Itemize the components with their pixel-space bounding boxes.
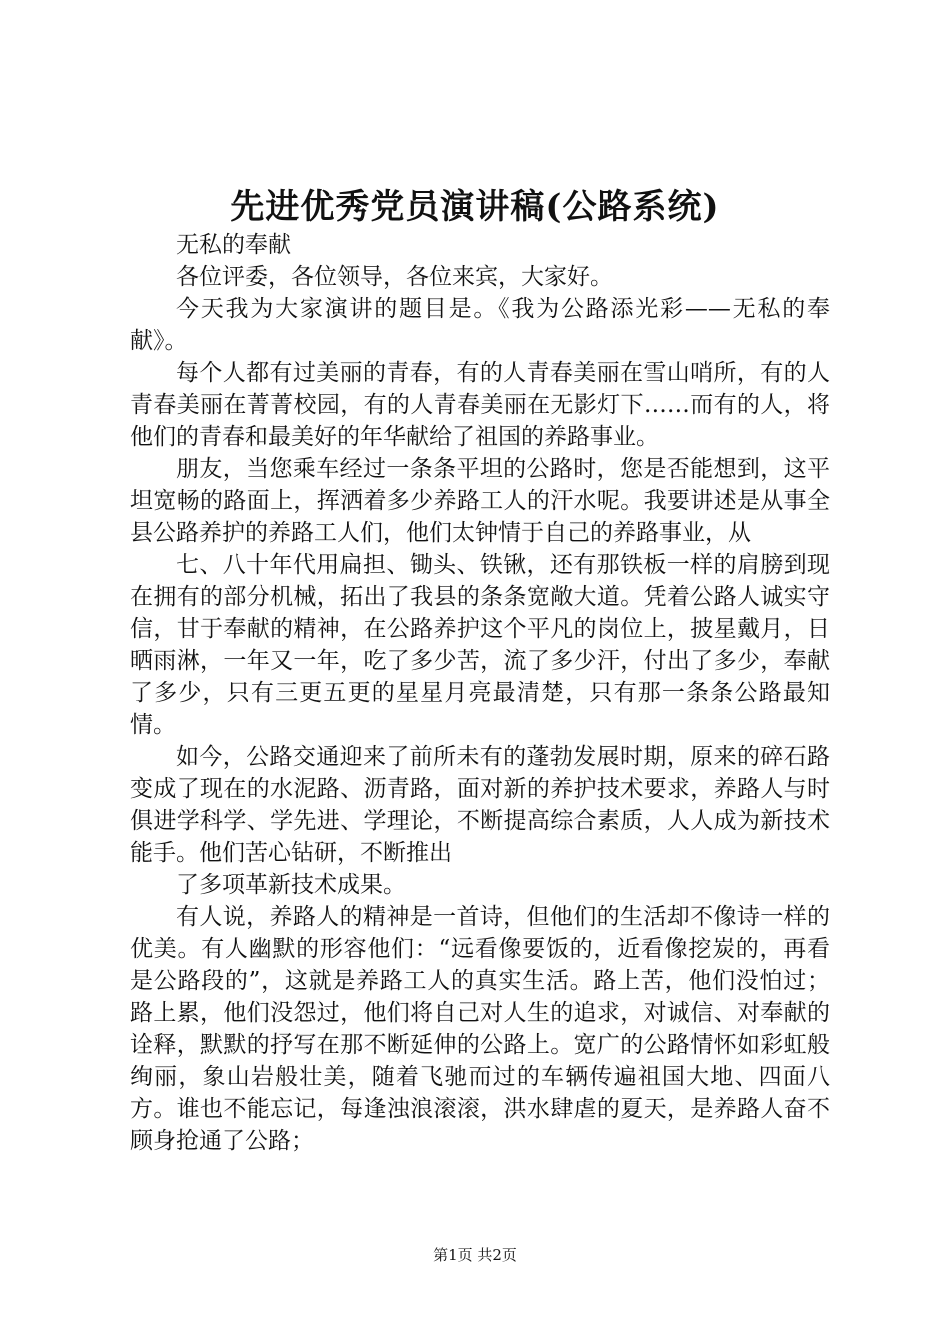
page-number: 第1页 共2页 <box>433 1246 517 1264</box>
paragraph: 如今，公路交通迎来了前所未有的蓬勃发展时期，原来的碎石路变成了现在的水泥路、沥青路，面对新的养护技术要求，养路人与时俱进学科学、学先进、学理论，不断提高综合素质，人人成为新技术能手。他们苦心钻研，不断推出 <box>130 744 830 866</box>
paragraph-topic: 今天我为大家演讲的题目是。《我为公路添光彩——无私的奉献》。 <box>130 296 830 354</box>
paragraph: 每个人都有过美丽的青春，有的人青春美丽在雪山哨所，有的人青春美丽在菁菁校园，有的人青春美丽在无影灯下……而有的人，将他们的青春和最美好的年华献给了祖国的养路事业。 <box>130 360 830 450</box>
document-title: 先进优秀党员演讲稿(公路系统) <box>230 187 720 227</box>
page-footer <box>0 1244 950 1266</box>
paragraph: 朋友，当您乘车经过一条条平坦的公路时，您是否能想到，这平坦宽畅的路面上，挥洒着多少养路工人的汗水呢。我要讲述是从事全县公路养护的养路工人们，他们太钟情于自己的养路事业，从 <box>130 456 830 546</box>
paragraph-subtitle: 无私的奉献 <box>176 232 291 258</box>
document-body <box>130 229 830 1157</box>
paragraph-greeting: 各位评委，各位领导，各位来宾，大家好。 <box>176 264 613 290</box>
paragraph: 有人说，养路人的精神是一首诗，但他们的生活却不像诗一样的优美。有人幽默的形容他们：“远看像要饭的，近看像挖炭的，再看是公路段的”，这就是养路工人的真实生活。路上苦，他们没怕过；路上累，他们没怨过，他们将自己对人生的追求，对诚信、对奉献的诠释，默默的抒写在那不断延伸的公路上。宽广的公路情怀如彩虹般绚丽，象山岩般壮美，随着飞驰而过的车辆传遍祖国大地、四面八方。谁也不能忘记，每逢浊浪滚滚，洪水肆虐的夏天，是养路人奋不顾身抢通了公路； <box>130 904 830 1154</box>
paragraph: 了多项革新技术成果。 <box>176 872 406 898</box>
paragraph: 七、八十年代用扁担、锄头、铁锹，还有那铁板一样的肩膀到现在拥有的部分机械，拓出了我县的条条宽敞大道。凭着公路人诚实守信，甘于奉献的精神，在公路养护这个平凡的岗位上，披星戴月，日晒雨淋，一年又一年，吃了多少苦，流了多少汗，付出了多少，奉献了多少，只有三更五更的星星月亮最清楚，只有那一条条公路最知情。 <box>130 552 830 738</box>
